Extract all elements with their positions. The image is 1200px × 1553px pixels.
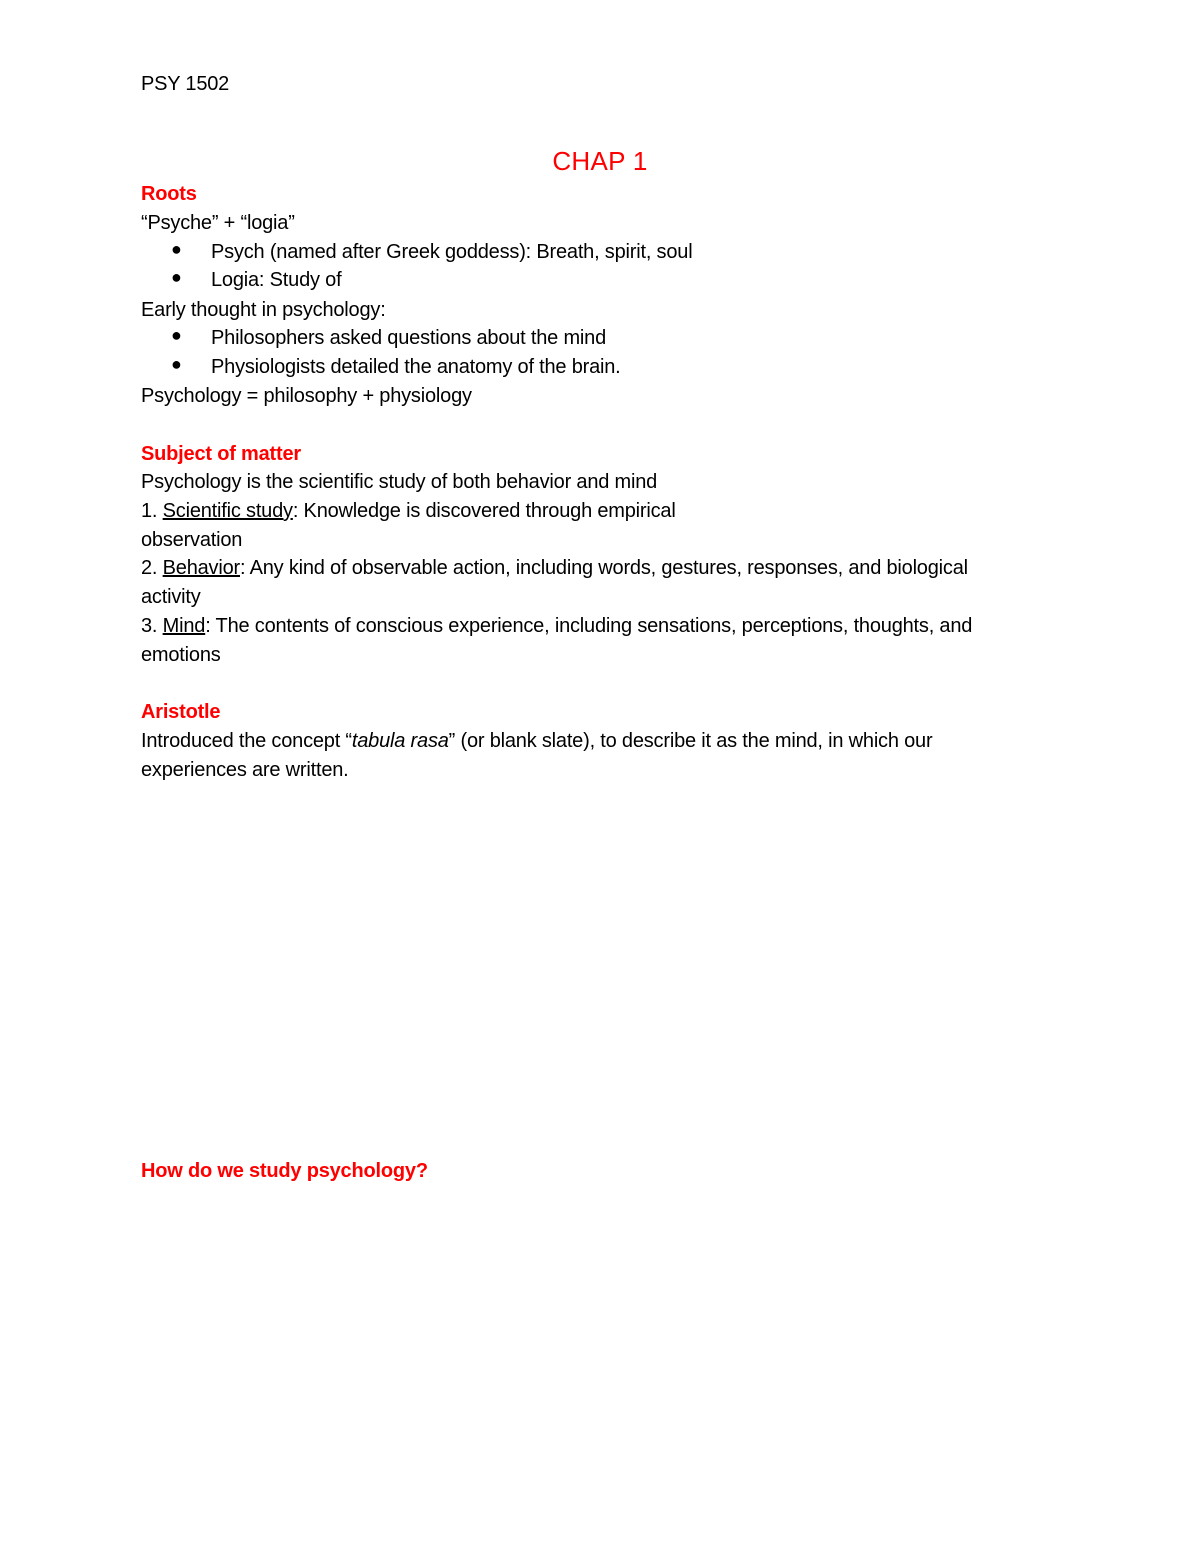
roots-heading: Roots <box>141 183 197 205</box>
subject-item <box>141 612 972 641</box>
subject-item-cont: emotions <box>141 644 221 666</box>
roots-bullet: Logia: Study of <box>211 269 342 291</box>
course-header: PSY 1502 <box>141 73 230 95</box>
item-text: : Knowledge is discovered through empirical <box>292 500 676 522</box>
aristotle-line <box>141 727 932 756</box>
aristotle-text: ” (or blank slate), to describe it as the mind, in which our <box>448 730 933 752</box>
early-bullet: Philosophers asked questions about the mind <box>211 327 606 349</box>
aristotle-text: Introduced the concept “ <box>141 730 352 752</box>
subject-item-cont: observation <box>141 529 243 551</box>
bullet-dot: ● <box>171 267 182 287</box>
aristotle-line-cont: experiences are written. <box>141 759 349 781</box>
roots-line: “Psyche” + “logia” <box>141 212 295 234</box>
bullet-dot: ● <box>171 325 182 345</box>
aristotle-heading: Aristotle <box>141 701 221 723</box>
roots-bullet: Psych (named after Greek goddess): Breath, spirit, soul <box>211 241 693 263</box>
aristotle-term: tabula rasa <box>351 730 449 752</box>
early-bullet: Physiologists detailed the anatomy of the brain. <box>211 356 621 378</box>
subject-heading: Subject of matter <box>141 443 301 465</box>
early-thought-line: Early thought in psychology: <box>141 299 386 321</box>
item-number: 1. <box>141 500 163 522</box>
item-term: Mind <box>162 615 206 637</box>
subject-item <box>141 497 676 526</box>
equation-line: Psychology = philosophy + physiology <box>141 385 472 407</box>
item-term: Behavior <box>162 557 240 579</box>
study-heading: How do we study psychology? <box>141 1160 428 1182</box>
subject-item-cont: activity <box>141 586 201 608</box>
bullet-dot: ● <box>171 239 182 259</box>
item-term: Scientific study <box>162 500 293 522</box>
bullet-dot: ● <box>171 354 182 374</box>
item-number: 3. <box>141 615 163 637</box>
item-number: 2. <box>141 557 163 579</box>
subject-definition: Psychology is the scientific study of both behavior and mind <box>141 471 658 493</box>
page-title: CHAP 1 <box>552 146 648 176</box>
item-text: : Any kind of observable action, including words, gestures, responses, and biological <box>239 557 968 579</box>
item-text: : The contents of conscious experience, including sensations, perceptions, thoughts, and <box>205 615 973 637</box>
subject-item <box>141 554 968 583</box>
